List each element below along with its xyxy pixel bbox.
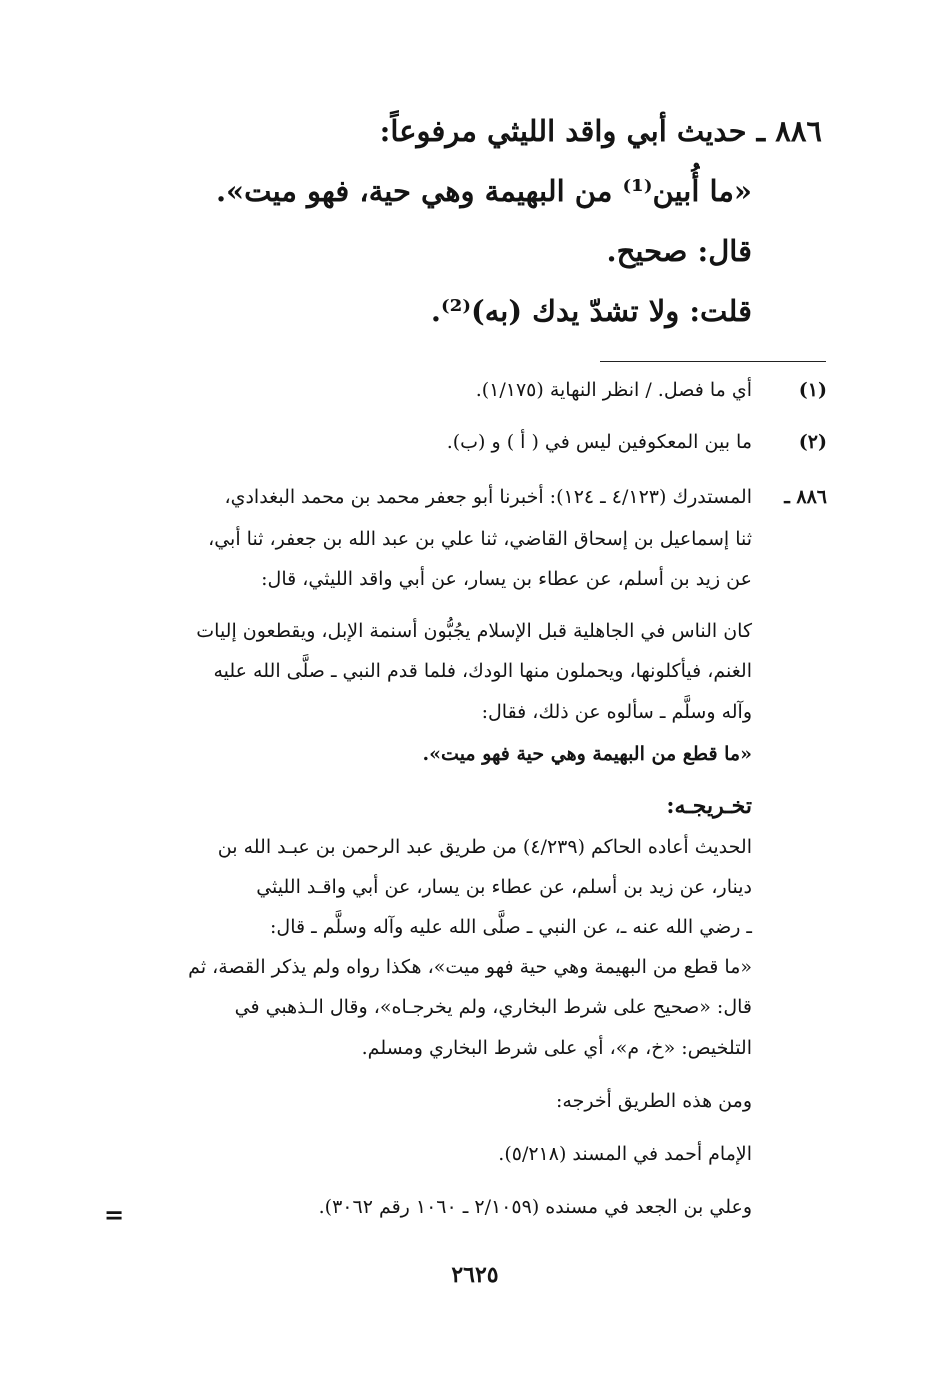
hadith-line: الغنم، فيأكلونها، ويحملون منها الودك، فلما قدم النبي ـ صلَّى الله عليه <box>213 660 752 682</box>
source-line: المستدرك (٤/١٢٣ ـ ١٢٤): أخبرنا أبو جعفر محمد بن محمد البغدادي، <box>224 486 752 508</box>
takhrij-line: قال: «صحيح على شرط البخاري، ولم يخرجـاه»، وقال الـذهبي في <box>234 996 752 1018</box>
tail-line: الإمام أحمد في المسند (٥/٢١٨). <box>498 1143 752 1165</box>
hadith-line: كان الناس في الجاهلية قبل الإسلام يجُبُّون أسنمة الإبل، ويقطعون إليات <box>196 620 752 642</box>
hadith-line: «ما قطع من البهيمة وهي حية فهو ميت». <box>422 743 752 765</box>
takhrij-line: التلخيص: «خ، م»، أي على شرط البخاري ومسلم. <box>361 1037 752 1059</box>
takhrij-heading: تخـريجـه: <box>666 793 752 819</box>
commentary-ref-number: ٨٨٦ ـ <box>784 486 827 508</box>
source-line: ثنا إسماعيل بن إسحاق القاضي، ثنا علي بن عبد الله بن جعفر، ثنا أبي، <box>208 528 752 550</box>
footnote-separator <box>600 361 826 362</box>
tail-line: ومن هذه الطريق أخرجه: <box>556 1090 752 1112</box>
footnote-text: ما بين المعكوفين ليس في ( أ ) و (ب). <box>446 431 752 453</box>
takhrij-line: «ما قطع من البهيمة وهي حية فهو ميت»، هكذا رواه ولم يذكر القصة، ثم <box>188 956 752 978</box>
page-number: ٢٦٢٥ <box>451 1262 499 1288</box>
takhrij-line: ـ رضي الله عنه ـ، عن النبي ـ صلَّى الله عليه وآله وسلَّم ـ قال: <box>270 916 752 938</box>
takhrij-line: دينار، عن زيد بن أسلم، عن عطاء بن يسار، عن أبي واقـد الليثي <box>256 876 752 898</box>
source-line: عن زيد بن أسلم، عن عطاء بن يسار، عن أبي واقد الليثي، قال: <box>261 568 752 590</box>
tail-line: وعلي بن الجعد في مسنده (٢/١٠٥٩ ـ ١٠٦٠ رقم ٣٠٦٢). <box>318 1196 752 1218</box>
main-grading: قال: صحيح. <box>606 234 752 268</box>
footnote-number: (١) <box>798 379 827 401</box>
main-hadith-title: ٨٨٦ ـ حديث أبي واقد الليثي مرفوعاً: <box>379 114 822 148</box>
main-note: قلت: ولا تشدّ يدك (به)⁽²⁾. <box>430 294 752 328</box>
hadith-line: وآله وسلَّم ـ سألوه عن ذلك، فقال: <box>481 701 752 723</box>
main-hadith-text: «ما أُبين⁽¹⁾ من البهيمة وهي حية، فهو ميت». <box>215 174 752 208</box>
footnote-number: (٢) <box>798 431 827 453</box>
footnote-text: أي ما فصل. / انظر النهاية (١/١٧٥). <box>475 379 752 401</box>
continuation-mark: = <box>104 1200 125 1229</box>
takhrij-line: الحديث أعاده الحاكم (٤/٢٣٩) من طريق عبد الرحمن بن عبـد الله بن <box>217 836 752 858</box>
